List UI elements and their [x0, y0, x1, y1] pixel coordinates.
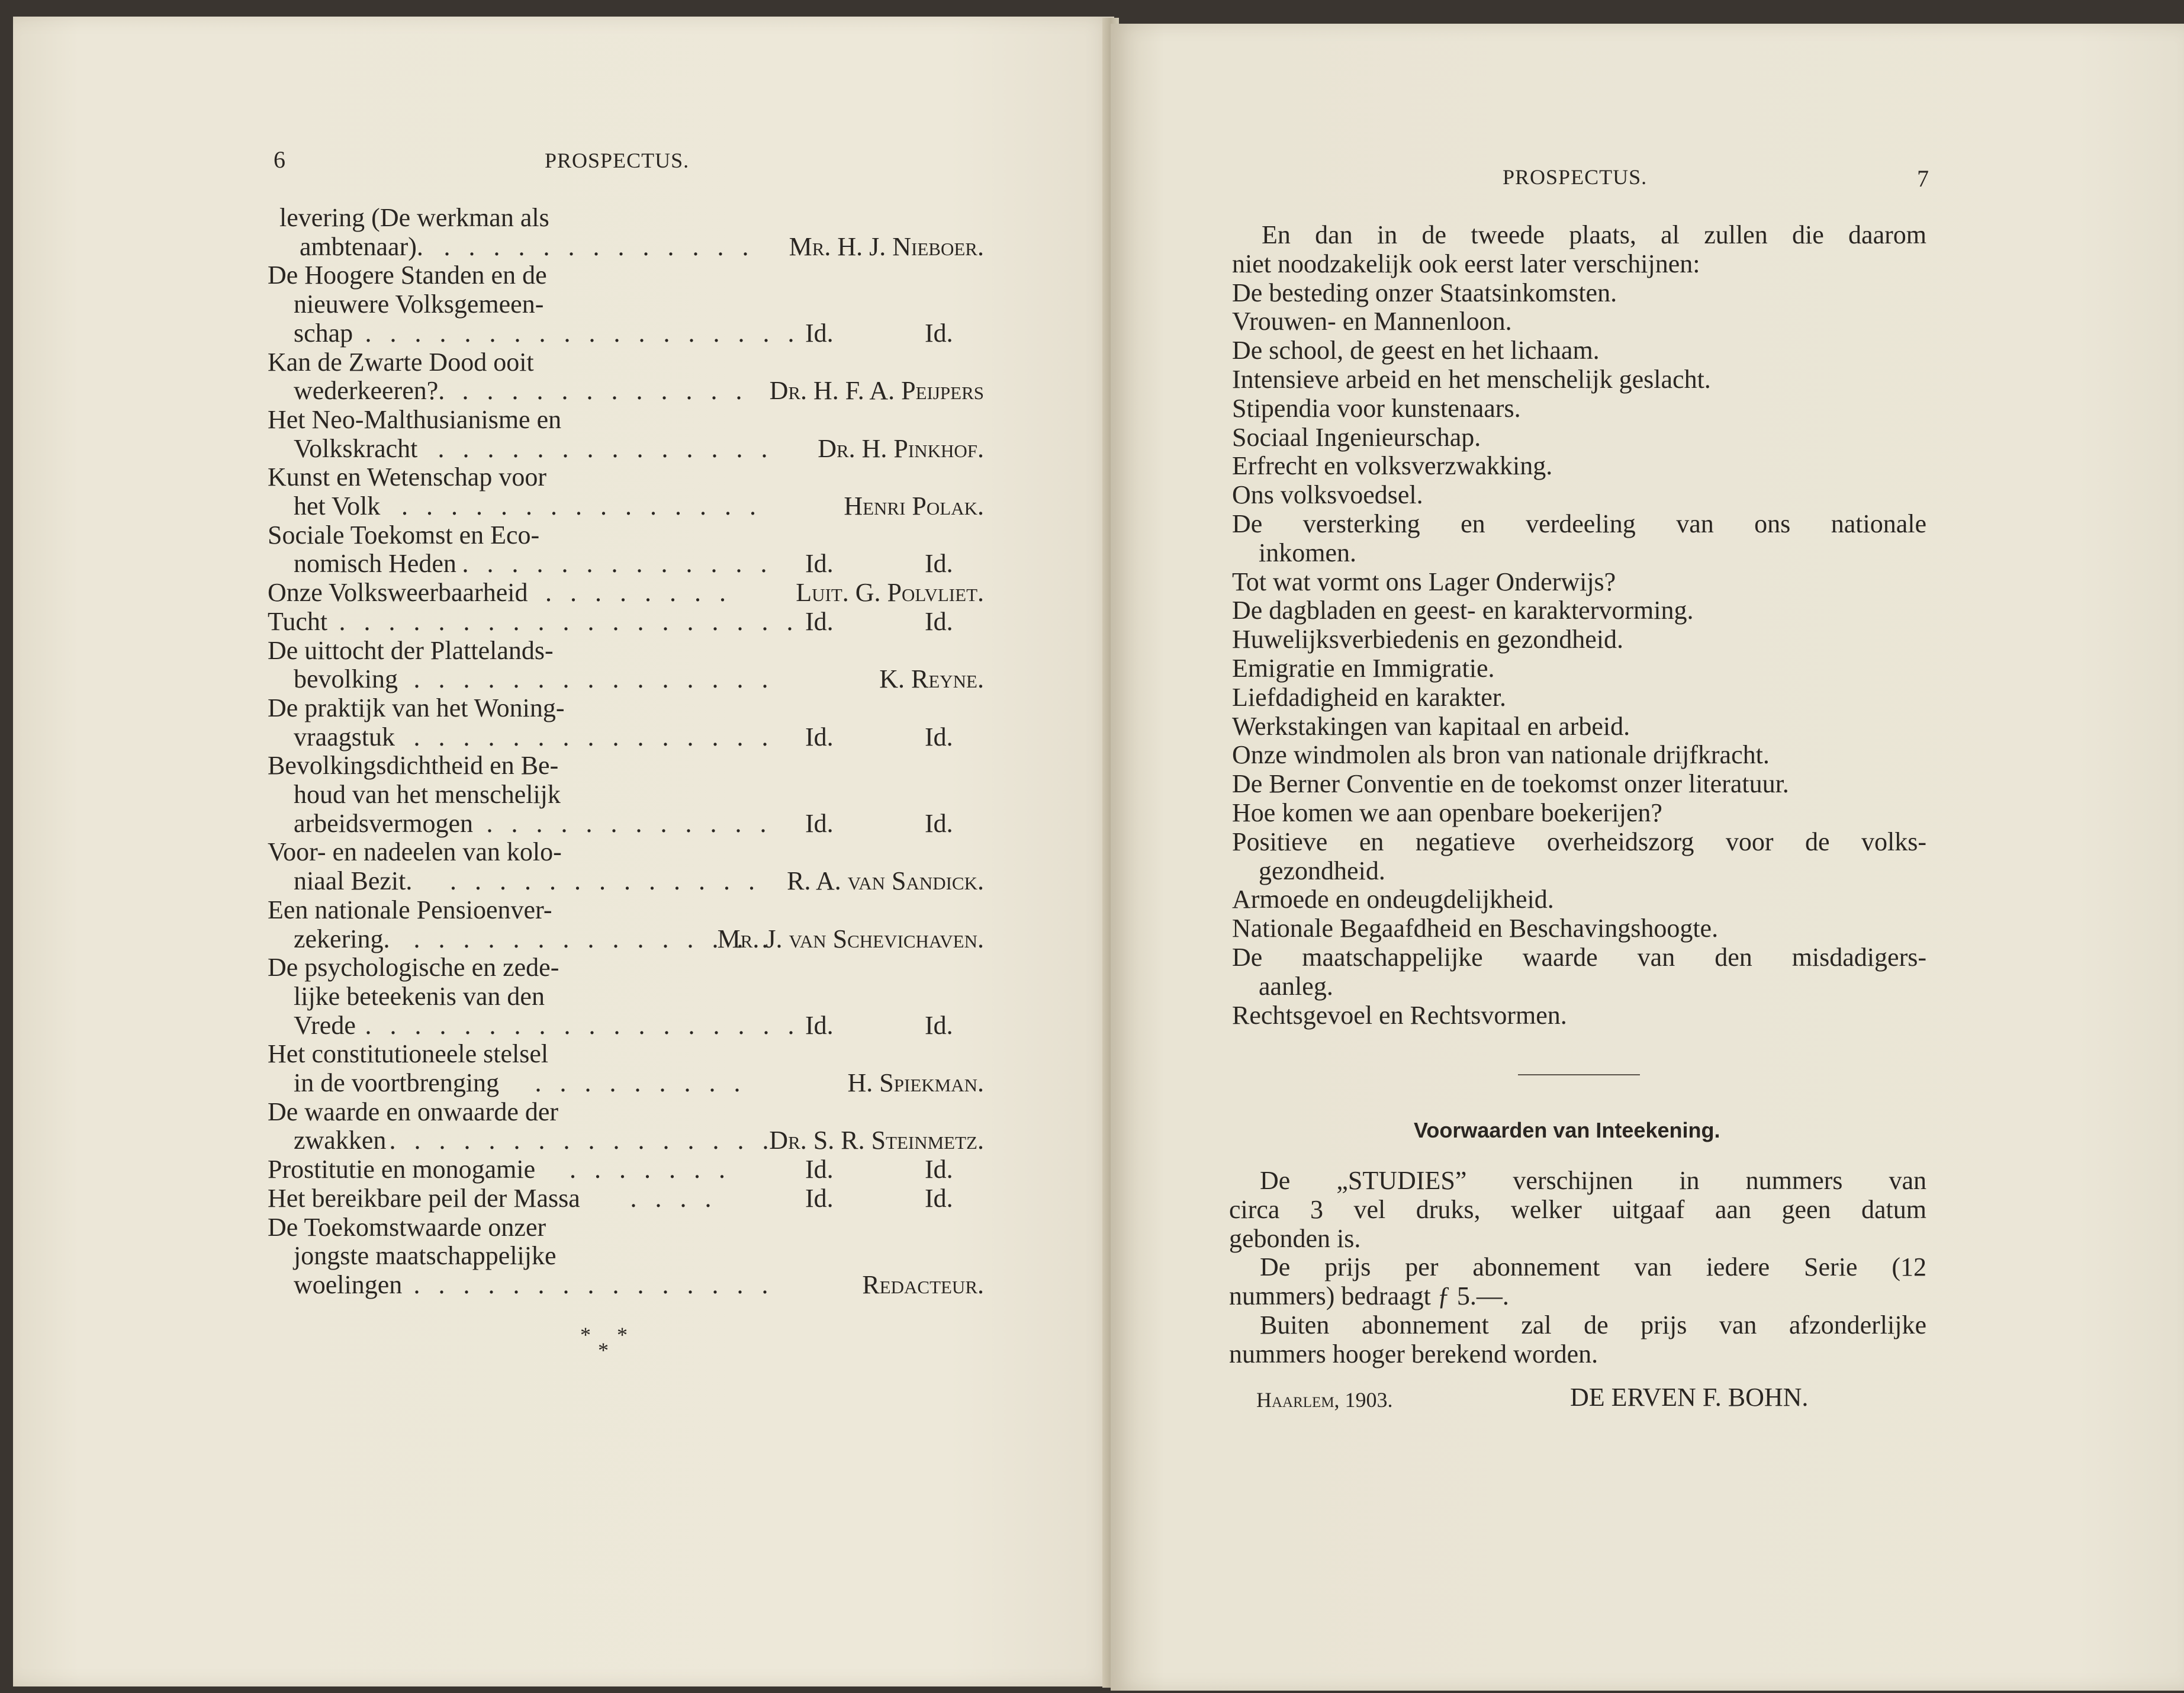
- entry-title-line: wederkeeren?.: [294, 376, 445, 406]
- leader-dots: . . . . . . . . . . . . .: [450, 866, 761, 896]
- leader-dots: . . . . . . . . . . . . . . .: [413, 1270, 774, 1299]
- entry-author: [848, 1070, 984, 1096]
- topic-line: De school, de geest en het lichaam.: [1232, 336, 1600, 365]
- entry-id-ref: Id.: [925, 1155, 953, 1184]
- entry-title-line: vraagstuk: [294, 722, 395, 751]
- entry-id-ref: Id.: [925, 1183, 953, 1213]
- right-page: [1111, 24, 2184, 1691]
- entry-title-line: Sociale Toekomst en Eco-: [268, 520, 540, 550]
- entry-title-line: het Volk: [294, 491, 381, 521]
- entry-author-text: Redacteur.: [862, 1270, 984, 1299]
- entry-title-line: zekering.: [294, 924, 390, 953]
- leader-dots: . . . . . . . . . . . .: [462, 376, 748, 406]
- topic-line: Hoe komen we aan openbare boekerijen?: [1232, 798, 1662, 827]
- topic-line: Onze windmolen als bron van nationale drijfkracht.: [1232, 740, 1770, 770]
- conditions-line: De „STUDIES” verschijnen in nummers van: [1260, 1168, 1926, 1195]
- topic-line: Erfrecht en volksverzwakking.: [1232, 451, 1553, 481]
- page-number-right: 7: [1917, 165, 1929, 192]
- entry-author-text: Dr. S. R. Steinmetz.: [769, 1126, 984, 1155]
- entry-author-text: Mr. H. J. Nieboer.: [789, 232, 984, 261]
- entry-title-line: Het bereikbare peil der Massa: [268, 1183, 580, 1213]
- topic-line: Positieve en negatieve overheidszorg voor de volks-: [1232, 828, 1926, 856]
- entry-id-ref: Id.: [805, 722, 834, 751]
- topic-line: Ons volksvoedsel.: [1232, 480, 1423, 510]
- entry-author-text: Mr. J. van Schevichaven.: [717, 924, 984, 953]
- entry-title-line: Onze Volksweerbaarheid: [268, 578, 528, 608]
- entry-id-ref: Id.: [805, 318, 834, 348]
- entry-title-line: jongste maatschappelijke: [294, 1241, 557, 1271]
- topic-line: Emigratie en Immigratie.: [1232, 654, 1495, 683]
- running-head-right: PROSPECTUS.: [1503, 165, 1648, 189]
- place-date-text: Haarlem, 1903.: [1256, 1388, 1393, 1412]
- conditions-title: Voorwaarden van Inteekening.: [1414, 1118, 1720, 1142]
- entry-title-line: De Toekomstwaarde onzer: [268, 1212, 546, 1242]
- topic-line: De maatschappelijke waarde van den misdadigers-: [1232, 945, 1926, 972]
- conditions-line: De prijs per abonnement van iedere Serie (12: [1260, 1254, 1926, 1282]
- place-date: [1256, 1389, 1393, 1411]
- topic-line: gezondheid.: [1259, 856, 1385, 885]
- leader-dots: . . . . . . . . . . . . .: [462, 549, 773, 579]
- leader-dots: . . . . . . . . . . . . . . . . . .: [365, 318, 800, 348]
- entry-title-line: Een nationale Pensioenver-: [268, 895, 552, 924]
- entry-title-line: houd van het menschelijk: [294, 780, 561, 809]
- entry-author: [796, 580, 984, 606]
- entry-id-ref: Id.: [805, 606, 834, 636]
- topic-line: Intensieve arbeid en het menschelijk geslacht.: [1232, 365, 1711, 394]
- entry-author: [769, 1127, 984, 1154]
- topic-line: Nationale Begaafdheid en Beschavingshoogte.: [1232, 914, 1719, 943]
- leader-dots: . . . . . . . .: [545, 578, 732, 608]
- topic-line: De dagbladen en geest- en karaktervorming.: [1232, 596, 1694, 625]
- entry-title-line: Prostitutie en monogamie: [268, 1155, 536, 1184]
- conditions-line: nummers) bedraagt ƒ 5.—.: [1229, 1281, 1509, 1311]
- topic-line: inkomen.: [1259, 538, 1356, 567]
- leader-dots: . . . . . . . . . . . . . . .: [413, 924, 774, 953]
- topic-line: Vrouwen- en Mannenloon.: [1232, 307, 1512, 336]
- entry-title-line: woelingen: [294, 1270, 403, 1299]
- conditions-line: gebonden is.: [1229, 1223, 1361, 1253]
- topic-line: Armoede en ondeugdelijkheid.: [1232, 885, 1554, 914]
- entry-author: [787, 868, 984, 894]
- entry-title-line: Volkskracht: [294, 433, 418, 463]
- topic-line: Werkstakingen van kapitaal en arbeid.: [1232, 711, 1630, 741]
- topic-line: De besteding onzer Staatsinkomsten.: [1232, 278, 1617, 307]
- running-head-left: PROSPECTUS.: [545, 149, 690, 172]
- entry-author: [770, 378, 984, 404]
- topic-line: aanleg.: [1259, 971, 1333, 1001]
- entry-title-line: Bevolkingsdichtheid en Be-: [268, 751, 559, 780]
- leader-dots: . . . . . . . . . . . . . . . . . . .: [339, 606, 799, 636]
- entry-title-line: nomisch Heden: [294, 549, 456, 579]
- entry-title-line: Vrede: [294, 1010, 356, 1040]
- entry-title-line: in de voortbrenging: [294, 1068, 500, 1097]
- leader-dots: . . . . . . . . . . . . . . .: [413, 664, 774, 694]
- entry-author-text: R. A. van Sandick.: [787, 866, 984, 896]
- entry-author-text: K. Reyne.: [879, 664, 984, 694]
- leader-dots: . . . . . . . . . . . . . . . .: [389, 1126, 775, 1155]
- entry-title-line: arbeidsvermogen: [294, 808, 473, 838]
- leader-dots: . . . . . . . . . . . . .: [443, 232, 755, 261]
- entry-id-ref: Id.: [805, 808, 834, 838]
- leader-dots: . . . .: [630, 1183, 718, 1213]
- conditions-line: circa 3 vel druks, welker uitgaaf aan geen datum: [1229, 1196, 1926, 1224]
- entry-title-line: niaal Bezit.: [294, 866, 413, 896]
- entry-title-line: Het constitutioneele stelsel: [268, 1039, 549, 1069]
- topic-line: Rechtsgevoel en Rechtsvormen.: [1232, 1000, 1567, 1030]
- entry-author-text: Dr. H. F. A. Peijpers: [769, 376, 984, 406]
- entry-title-line: zwakken: [294, 1126, 387, 1155]
- page-number-left: 6: [274, 146, 285, 173]
- entry-id-ref: Id.: [805, 549, 834, 579]
- entry-title-line: De Hoogere Standen en de: [268, 261, 547, 290]
- left-page: [13, 17, 1114, 1686]
- entry-id-ref: Id.: [925, 722, 953, 751]
- divider-rule: [1518, 1074, 1640, 1075]
- entry-author-text: Dr. H. Pinkhof.: [818, 433, 984, 463]
- entry-title-line: Voor- en nadeelen van kolo-: [268, 837, 562, 867]
- entry-title-line: levering (De werkman als: [279, 203, 549, 232]
- entry-id-ref: Id.: [925, 318, 953, 348]
- leader-dots: . . . . . . . . . . . . . . .: [401, 491, 762, 521]
- entry-author-text: Luit. G. Polvliet.: [796, 578, 984, 608]
- intro-line: niet noodzakelijk ook eerst later verschijnen:: [1232, 249, 1700, 278]
- entry-id-ref: Id.: [805, 1010, 834, 1040]
- leader-dots: . . . . . . . . . . . . . . .: [413, 722, 774, 751]
- leader-dots: . . . . . . . . . . . . . . . . . .: [365, 1010, 800, 1040]
- entry-title-line: De uittocht der Plattelands-: [268, 635, 554, 665]
- conditions-line: nummers hooger berekend worden.: [1229, 1339, 1598, 1368]
- entry-title-line: De psychologische en zede-: [268, 953, 559, 982]
- entry-id-ref: Id.: [925, 1010, 953, 1040]
- entry-author: [818, 433, 984, 463]
- topic-line: Sociaal Ingenieurschap.: [1232, 422, 1481, 452]
- entry-title-line: Kunst en Wetenschap voor: [268, 462, 546, 492]
- leader-dots: . . . . . . . . . . . . . .: [438, 433, 774, 463]
- entry-title-line: De praktijk van het Woning-: [268, 693, 565, 722]
- topic-line: Stipendia voor kunstenaars.: [1232, 393, 1521, 423]
- entry-author: [844, 493, 984, 519]
- entry-author: [862, 1272, 984, 1298]
- conditions-line: Buiten abonnement zal de prijs van afzonderlijke: [1260, 1312, 1926, 1339]
- topic-line: De versterking en verdeeling van ons nationale: [1232, 511, 1926, 538]
- entry-title-line: Kan de Zwarte Dood ooit: [268, 347, 534, 377]
- entry-title-line: bevolking: [294, 664, 398, 694]
- entry-author-text: H. Spiekman.: [847, 1068, 984, 1097]
- entry-title-line: Tucht: [268, 606, 328, 636]
- topic-line: Liefdadigheid en karakter.: [1232, 682, 1507, 712]
- entry-author: [718, 926, 984, 952]
- leader-dots: . . . . . . . . . . . .: [486, 808, 773, 838]
- leader-dots: . . . . . . .: [570, 1155, 731, 1184]
- topic-line: Tot wat vormt ons Lager Onderwijs?: [1232, 567, 1616, 596]
- entry-id-ref: Id.: [925, 606, 953, 636]
- entry-title-line: lijke beteekenis van den: [294, 981, 545, 1011]
- entry-author-text: Henri Polak.: [844, 491, 984, 521]
- entry-id-ref: Id.: [925, 808, 953, 838]
- publisher: DE ERVEN F. BOHN.: [1570, 1383, 1809, 1412]
- entry-title-line: Het Neo-Malthusianisme en: [268, 404, 562, 434]
- entry-title-line: nieuwere Volksgemeen-: [294, 290, 544, 319]
- intro-line: En dan in de tweede plaats, al zullen die daarom: [1262, 222, 1926, 249]
- entry-title-line: De waarde en onwaarde der: [268, 1097, 559, 1126]
- entry-title-line: schap: [294, 318, 353, 348]
- topic-line: De Berner Conventie en de toekomst onzer literatuur.: [1232, 769, 1789, 799]
- asterism: * * *: [580, 1323, 628, 1362]
- entry-id-ref: Id.: [805, 1183, 834, 1213]
- entry-author: [879, 666, 984, 692]
- entry-title-line: ambtenaar).: [300, 232, 423, 261]
- entry-id-ref: Id.: [925, 549, 953, 579]
- leader-dots: . . . . . . . . .: [535, 1068, 747, 1097]
- entry-author: [789, 234, 984, 260]
- topic-line: Huwelijksverbiedenis en gezondheid.: [1232, 625, 1624, 654]
- entry-id-ref: Id.: [805, 1155, 834, 1184]
